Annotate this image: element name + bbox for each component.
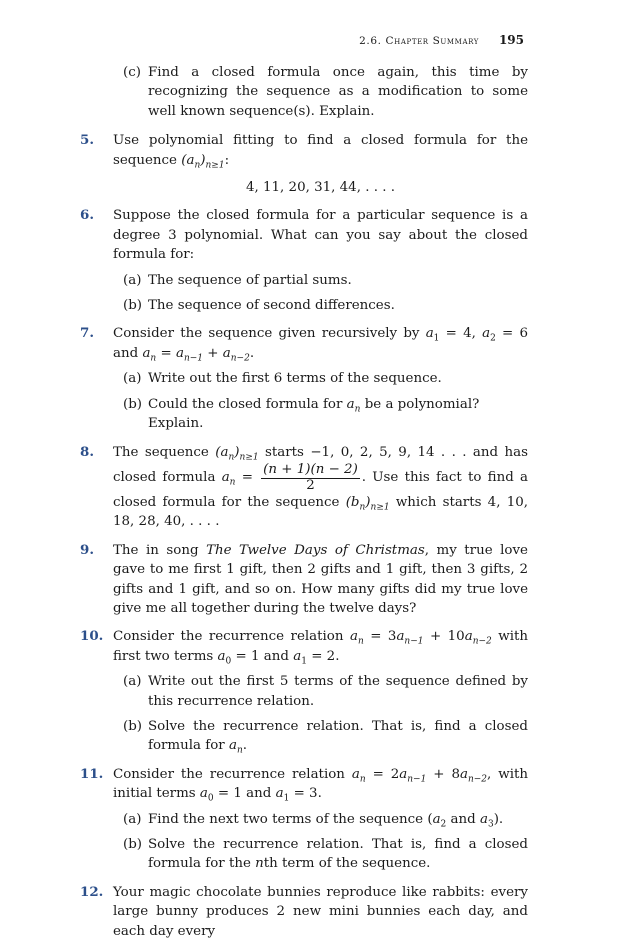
exercise-10 [78,627,528,755]
exercise-number: 8. [80,443,94,460]
part-b: (b) The sequence of second differences. [113,296,528,315]
section-title: 2.6. Chapter Summary [359,35,479,47]
sequence-display: 4, 11, 20, 31, 44, . . . . [245,180,396,196]
exercise-number: 7. [80,325,94,342]
part-b: (b) Solve the recurrence relation. That is, find a closed formula for the nth term of the sequence. [113,835,528,874]
part-text: Could the closed formula for $a_n$ be a polynomial? Explain. [148,396,480,432]
exercise-text: Suppose the closed formula for a particular sequence is a degree 3 polynomial. What can you say about the closed formula for: [113,208,528,263]
exercise-text: Consider the recurrence relation $a_n = 2a_{n-1} + 8a_{n-2}$, with initial terms $a_0 = 1$ and $a_1 = 3$. [113,766,528,804]
running-header [359,33,524,47]
page-number: 195 [498,33,524,47]
exercise-number: 11. [80,765,104,782]
exercise-7 [78,324,528,433]
exercise-text: Consider the sequence given recursively by $a_1 = 4$, $a_2 = 6$ and $a_n = a_{n-1} + a_{n-2}$. [113,326,528,364]
part-text: Write out the first 6 terms of the sequence. [148,371,442,387]
exercise-8-seq1: starts −1, 0, 2, 5, 9, 14 . . . and has closed formula [113,444,529,485]
part-label: (c) [123,65,141,80]
part-text: Find a closed formula once again, this time by recognizing the sequence as a modification to some well known sequence(s). Explain. [148,65,528,119]
exercise-number: 12. [80,883,104,900]
exercise-text: Consider the recurrence relation $a_n = 3a_{n-1} + 10a_{n-2}$ with first two terms $a_0 = 1$ and $a_1 = 2$. [113,629,528,667]
exercise-list [78,63,528,950]
exercise-text: Your magic chocolate bunnies reproduce like rabbits: every large bunny produces 2 new mini bunnies each day, and each day every [113,884,528,939]
exercise-12 [78,883,528,941]
part-text: Solve the recurrence relation. That is, find a closed formula for $a_n$. [148,718,528,757]
part-b-text: Solve the recurrence relation. That is, find a closed formula for [148,718,528,754]
part-b-text: Solve the recurrence relation. That is, find a closed formula for the [148,837,528,872]
part-a: (a) The sequence of partial sums. [113,271,528,290]
exercise-5 [78,131,528,197]
exercise-11 [78,765,528,874]
exercise-text: The sequence $(a_n)_{n\ge 1}$ starts −1, 0, 2, 5, 9, 14 . . . and has closed formula $a_n$ = $\frac{(n + 1)(n - 2)}{2}$ . Use this fact to find a closed formula for the sequence $(b_n)_{n\ge 1}$ which starts 4, 10, 18, 28, 40, . . . . [113,444,529,530]
part-b-text: Could the closed formula for [148,396,343,412]
part-text: The sequence of partial sums. [148,272,352,288]
exercise-text [113,541,528,619]
exercise-number: 9. [80,541,94,558]
exercise-9-pre: The in song [113,542,199,558]
exercise-number: 10. [80,628,104,645]
exercise-9-post: , my true love gave to me first 1 gift, then 2 gifts and 1 gift, then 3 gifts, 2 gifts and 1 gift, and so on. How many gifts did my true love give me all together during the twelve days? [113,542,528,616]
exercise-8-tail: . Use this fact to find a closed formula for the sequence [113,469,529,510]
part-a: (a) Write out the first 6 terms of the sequence. [113,369,528,388]
fraction: $\frac{(n + 1)(n - 2)}{2}$ [263,461,358,493]
exercise-9 [78,541,528,619]
exercise-text: Use polynomial fitting to find a closed formula for the sequence $(a_n)_{n\ge 1}$: [113,133,528,171]
part-text: Solve the recurrence relation. That is, find a closed formula for the nth term of the sequence. [148,837,528,872]
part-a: (a) Write out the first 5 terms of the sequence defined by this recurrence relation. [113,672,528,711]
part-text: The sequence of second differences. [148,298,395,314]
part-a: (a) Find the next two terms of the sequence ($a_2$ and $a_3$). [113,810,528,829]
part-text: Find the next two terms of the sequence ($a_2$ and $a_3$). [148,811,504,830]
exercise-8 [78,443,528,532]
part-text: Write out the first 5 terms of the sequence defined by this recurrence relation. [148,674,528,709]
exercise-7-text: Consider the sequence given recursively by [113,326,420,342]
exercise-number: 6. [80,207,94,224]
song-title: The Twelve Days of Christmas [206,542,425,558]
exercise-8-seq2: which starts 4, 10, 18, 28, 40, . . . . [113,494,528,530]
exercise-number: 5. [80,132,94,149]
exercise-5-text: Use polynomial fitting to find a closed formula for the sequence [113,133,528,168]
part-b: (b) Solve the recurrence relation. That is, find a closed formula for $a_n$. [123,718,528,757]
part-a-text: Find the next two terms of the sequence [148,811,424,827]
part-b: (b) Could the closed formula for $a_n$ be a polynomial? Explain. [113,395,528,434]
exercise-6 [78,206,528,315]
exercise-4c [78,63,528,121]
